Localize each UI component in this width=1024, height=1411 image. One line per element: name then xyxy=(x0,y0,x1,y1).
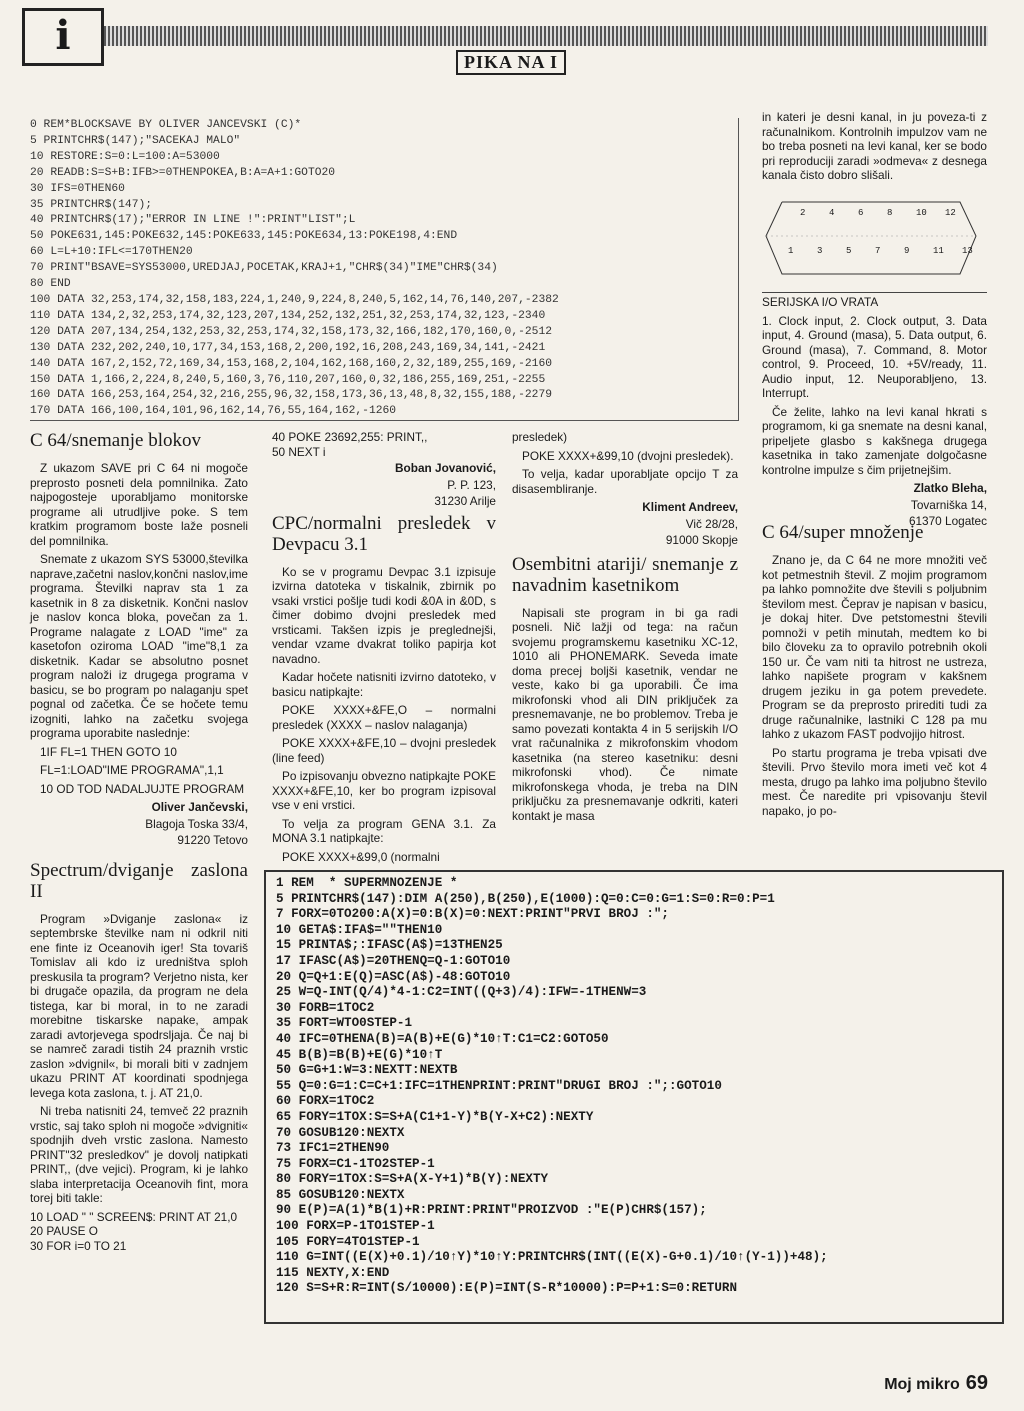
code-line: 70 GOSUB120:NEXTX xyxy=(276,1125,405,1140)
code-line: 60 FORX=1TOC2 xyxy=(276,1094,375,1109)
paragraph: Snemate z ukazom SYS 53000,številka naprave,začetni naslov,končni naslov,ime programa. Številki naprav sta 1 za kasetnik in 8 za disketnik. Končni naslov je naslov konca bloka, povečan za 1. Programe nalagate z LOAD "ime" za kasetofon oziroma LOAD "ime"8,1 za disketnik. Kadar se absolutno posnet program naloži iz drugega programa v basicu, se bo program po nalaganju spet pognal od začetka. Če se hočete temu izogniti, lahko na začetku svojega programa uporabite naslednje: xyxy=(30,552,248,740)
code-line: 20 PAUSE O xyxy=(30,1224,98,1238)
paragraph: in kateri je desni kanal, in ju poveza-ti z računalnikom. Kontrolnih impulzov vam ne bo treba posneti na levi kanal, ker se bodo pri reproduciji zaradi »odmeva« z desnega kanala čisto dobro slišali. xyxy=(762,110,987,182)
basic-listing-blocksave xyxy=(30,118,739,421)
pin-label: 12 xyxy=(945,208,956,218)
code-line: 160 DATA 166,253,164,254,32,216,255,96,32,158,173,36,13,48,8,32,155,188,-2279 xyxy=(30,389,553,402)
code-line: 100 DATA 32,253,174,32,158,183,224,1,240,9,224,8,240,5,162,14,76,140,207,-2382 xyxy=(30,293,559,306)
code-line: 45 B(B)=B(B)+E(G)*10↑T xyxy=(276,1047,443,1062)
author-address: P. P. 123, xyxy=(447,477,496,492)
code-line: 75 FORX=C1-1TO2STEP-1 xyxy=(276,1156,435,1171)
code-line: 40 POKE 23692,255: PRINT,, xyxy=(272,430,428,444)
serial-port-pinout xyxy=(762,292,987,531)
code-line: 35 PRINTCHR$(147); xyxy=(30,198,153,211)
paragraph: Ni treba natisniti 24, temveč 22 praznih vrstic, saj tako sploh ni mogoče »dvigniti« spodnjih dveh vrstic zaslona. Namesto PRINT"32 presledkov" je dovolj natipkati PRINT,, (dve vejici). Program, ki je lahko slaba interpretacija Oceanovih fint, mora torej biti takle: xyxy=(30,1104,248,1205)
author-address: Vič 28/28, xyxy=(685,516,738,531)
header-bar xyxy=(28,26,988,46)
code-line: 7 FORX=0TO200:A(X)=0:B(X)=0:NEXT:PRINT"PRVI BROJ :"; xyxy=(276,907,669,922)
author-name: Kliment Andreev, xyxy=(642,500,738,514)
code-line: 115 NEXTY,X:END xyxy=(276,1265,390,1280)
code-line: 55 Q=0:G=1:C=C+1:IFC=1THENPRINT:PRINT"DRUGI BROJ :";:GOTO10 xyxy=(276,1078,722,1093)
code-line: 130 DATA 232,202,240,10,177,34,153,168,2,200,192,16,208,243,169,34,141,-2421 xyxy=(30,341,546,354)
code-line: 20 Q=Q+1:E(Q)=ASC(A$)-48:GOTO10 xyxy=(276,969,511,984)
pin-label: 6 xyxy=(858,208,864,218)
pin-label: 11 xyxy=(933,246,944,256)
pin-label: 4 xyxy=(829,208,835,218)
paragraph: Napisali ste program in bi ga radi posneli. Nič lažji od tega: na račun svojemu programskemu kasetniku XC-12, 1010 ali PHONEMARK. Seveda imate doma precej boljši kasetnik, vendar ne veste, kako bi ga uporabili. Če ima mikrofonski vhod ali DIN priključek za presnemavanje, ne bo problemov. Treba je samo povezati kontakta 4 in 5 serijskih I/O vrat računalnika z mikrofonskim vhodom kasetnika (na stereo kasetniku: desni mikrofonski vhod). Če nimate mikrofonskega vhoda, je treba na DIN priključku za presnemavanje odkriti, kateri kontakt je masa xyxy=(512,605,738,823)
paragraph: Znano je, da C 64 ne more množiti več kot petmestnih števil. Z mojim programom pa lahko pomnožite dve števili s poljubnim številom mest. Čeprav je napisan v basicu, je dokaj hiter. Dve petstomestni števili pomnoži v petih minutah, medtem ko bi bilo človeku za to opravilo potrebnih okoli 150 ur. Če vam niti ta hitrost ne ustreza, lahko napišete program v kakšnem drugem jeziku in ga potem prevedete. Program se da preprosto prirediti tudi za druge računalnike, lastniki C 128 pa mu lahko z ukazom FAST podvojijo hitrost. xyxy=(762,553,987,741)
page-number: 69 xyxy=(965,1372,988,1394)
serial-text: 1. Clock input, 2. Clock output, 3. Data input, 4. Ground (masa), 5. Data output, 6. Ground (masa), 7. Command, 8. Motor control, 9. Proceed, 10. +5V/ready, 11. Audio input, 12. Neuporabljeno, 13. Interrupt. xyxy=(762,313,987,400)
code-line: 30 FOR i=0 TO 21 xyxy=(30,1238,127,1253)
article-heading: C 64/super množenje xyxy=(762,522,924,543)
paragraph: Ko se v programu Devpac 3.1 izpisuje izvirna datoteka v tiskalnik, zbirnik po vsaki vrstici pošlje tudi kodi &0A in &0D, s čimer dobimo dvojni presledek med vrsticami. Takšen izpis je preglednejši, vendar vzame dvakrat toliko papirja kot navadno. xyxy=(272,564,496,666)
code-line: 10 GETA$:IFA$=""THEN10 xyxy=(276,922,443,937)
pin-label: 10 xyxy=(916,208,927,218)
code-line: 10 OD TOD NADALJUJTE PROGRAM xyxy=(40,781,245,796)
basic-listing-supermnozenje xyxy=(264,870,1004,1324)
paragraph: POKE XXXX+&99,10 (dvojni presledek). xyxy=(522,448,734,463)
code-line: FL=1:LOAD"IME PROGRAMA",1,1 xyxy=(40,763,224,777)
article-heading: C 64/snemanje blokov xyxy=(30,430,201,451)
code-line: 1IF FL=1 THEN GOTO 10 xyxy=(40,744,177,759)
code-line: 50 NEXT i xyxy=(272,444,326,459)
article-atari-continued xyxy=(762,110,987,187)
paragraph: To velja, kadar uporabljate opcijo T za disasembliranje. xyxy=(512,467,738,496)
din-connector-diagram xyxy=(762,196,980,278)
author-name: Boban Jovanović, xyxy=(395,461,496,475)
article-heading: CPC/normalni presledek v Devpacu 3.1 xyxy=(272,512,496,555)
page-footer xyxy=(884,1372,988,1395)
code-line: 30 IFS=0THEN60 xyxy=(30,182,125,195)
code-line: 170 DATA 166,100,164,101,96,162,14,76,55,164,162,-1260 xyxy=(30,405,397,418)
pin-label: 8 xyxy=(887,208,893,218)
code-line: 10 LOAD " " SCREEN$: PRINT AT 21,0 xyxy=(30,1209,238,1224)
code-line: 100 FORX=P-1TO1STEP-1 xyxy=(276,1219,435,1234)
code-line: 10 RESTORE:S=0:L=100:A=53000 xyxy=(30,150,220,163)
code-line: 110 G=INT((E(X)+0.1)/10↑Y)*10↑Y:PRINTCHR$(INT((E(X)-G+0.1)/10↑(Y-1))+48); xyxy=(276,1250,828,1265)
article-cpc-devpac xyxy=(272,430,496,868)
author-name: Oliver Jančevski, xyxy=(151,800,248,814)
section-logo: i xyxy=(22,8,104,66)
section-label: PIKA NA I xyxy=(456,50,566,75)
code-line: 73 IFC1=2THEN90 xyxy=(276,1141,390,1156)
author-address: 61370 Logatec xyxy=(908,514,987,528)
author-name: Zlatko Bleha, xyxy=(913,481,987,495)
code-line: 150 DATA 1,166,2,224,8,240,5,160,3,76,110,207,160,0,32,186,255,169,251,-2255 xyxy=(30,373,546,386)
paragraph: POKE XXXX+&99,0 (normalni xyxy=(282,849,440,864)
code-line: 110 DATA 134,2,32,253,174,32,123,207,134,252,132,251,32,253,174,32,123,-2340 xyxy=(30,309,546,322)
paragraph: To velja za program GENA 3.1. Za MONA 3.1 natipkajte: xyxy=(272,816,496,845)
code-line: 40 IFC=0THENA(B)=A(B)+E(G)*10↑T:C1=C2:GOTO50 xyxy=(276,1031,609,1046)
paragraph: POKE XXXX+&FE,10 – dvojni presledek (line feed) xyxy=(272,736,496,765)
code-line: 20 READB:S=S+B:IFB>=0THENPOKEA,B:A=A+1:GOTO20 xyxy=(30,166,336,179)
paragraph: presledek) xyxy=(512,430,568,444)
pin-label: 7 xyxy=(875,246,881,256)
code-line: 105 FORY=4TO1STEP-1 xyxy=(276,1234,420,1249)
paragraph: Po startu programa je treba vpisati dve števili. Prvo število mora imeti več kot 4 mesta, drugo pa lahko ima poljubno število mest. Če naredite pri vpisovanju števil napako, jo po- xyxy=(762,745,987,818)
code-line: 5 PRINTCHR$(147);"SACEKAJ MALO" xyxy=(30,134,241,147)
code-line: 65 FORY=1TOX:S=S+A(C1+1-Y)*B(Y-X+C2):NEXTY xyxy=(276,1109,594,1124)
author-address: 91000 Skopje xyxy=(665,533,738,547)
code-line: 60 L=L+10:IFL<=170THEN20 xyxy=(30,246,193,259)
pin-label: 1 xyxy=(788,246,794,256)
magazine-name: Moj mikro xyxy=(884,1376,960,1393)
paragraph: Z ukazom SAVE pri C 64 ni mogoče preprosto posneti dela pomnilnika. Zato najpogosteje uporabljamo monitorske programe ali utrudljive poke. S tem kratkim programom boste laže posneli del pomnilnika. xyxy=(30,461,248,548)
article-c64-block-save xyxy=(30,430,248,1253)
serial-title: SERIJSKA I/O VRATA xyxy=(762,292,987,310)
code-line: 1 REM * SUPERMNOZENJE * xyxy=(276,876,458,890)
author-address: Tovarniška 14, xyxy=(910,497,987,512)
pin-label: 2 xyxy=(800,208,806,218)
paragraph: Kadar hočete natisniti izvirno datoteko, v basicu natipkajte: xyxy=(272,670,496,699)
article-heading: Spectrum/dviganje zaslona II xyxy=(30,859,248,902)
author-address: Blagoja Toska 33/4, xyxy=(145,816,248,831)
paragraph: Program »Dviganje zaslona« iz septembrske številke nam ni odkril niti ene finte iz Oceanovih iger! Sta tovariš Tomislav ali kdo iz uredništva sploh preskusila ta program? Verjetno nista, ker bi drugače opazila, da program ne dela tistega, kar bi moral, in to ne zaradi morebitne tiskarske napake, ampak zaradi avtorjevega spodrsljaja. Če naj bi se namreč zaradi tistih 24 praznih vrstic zaslon »dvignil«, bi morali biti v zadnjem ukazu PRINT AT koordinati spodnjega levega kota zaslona, t. j. AT 21,0. xyxy=(30,911,248,1100)
code-line: 25 W=Q-INT(Q/4)*4-1:C2=INT((Q+3)/4):IFW=-1THENW=3 xyxy=(276,985,647,1000)
code-line: 90 E(P)=A(1)*B(1)+R:PRINT:PRINT"PROIZVOD :"E(P)CHR$(157); xyxy=(276,1203,707,1218)
code-line: 0 REM*BLOCKSAVE BY OLIVER JANCEVSKI (C)* xyxy=(30,119,302,131)
pin-label: 9 xyxy=(904,246,910,256)
code-line: 40 PRINTCHR$(17);"ERROR IN LINE !":PRINT"LIST";L xyxy=(30,214,356,227)
code-line: 30 FORB=1TOC2 xyxy=(276,1000,375,1015)
paragraph: Po izpisovanju obvezno natipkajte POKE XXXX+&FE,10, ker bo program izpisoval vse v eni vrstici. xyxy=(272,769,496,812)
author-address: 31230 Arilje xyxy=(434,494,496,508)
code-line: 35 FORT=WTO0STEP-1 xyxy=(276,1016,413,1031)
article-c64-multiplication xyxy=(762,522,987,822)
code-line: 140 DATA 167,2,152,72,169,34,153,168,2,104,162,168,160,2,32,189,255,169,-2160 xyxy=(30,357,553,370)
code-line: 17 IFASC(A$)=20THENQ=Q-1:GOTO10 xyxy=(276,953,511,968)
pin-label: 3 xyxy=(817,246,823,256)
article-atari-cassette xyxy=(512,430,738,827)
code-line: 80 END xyxy=(30,278,71,291)
paragraph: Če želite, lahko na levi kanal hkrati s programom, ki ga snemate na desni kanal, pripeljete glasbo s kakšnega drugega kasetnika in tako zamenjate dolgočasne kontrolne impulze s čim prijetnejšim. xyxy=(762,404,987,477)
code-line: 120 DATA 207,134,254,132,253,32,253,174,32,158,173,32,166,182,170,160,0,-2512 xyxy=(30,325,553,338)
paragraph: POKE XXXX+&FE,O – normalni presledek (XXXX – naslov nalaganja) xyxy=(272,703,496,732)
code-line: 15 PRINTA$;:IFASC(A$)=13THEN25 xyxy=(276,938,503,953)
code-line: 80 FORY=1TOX:S=S+A(X-Y+1)*B(Y):NEXTY xyxy=(276,1172,549,1187)
pin-label: 5 xyxy=(846,246,852,256)
code-line: 85 GOSUB120:NEXTX xyxy=(276,1187,405,1202)
author-address: 91220 Tetovo xyxy=(177,833,248,847)
pin-label: 13 xyxy=(962,246,973,256)
code-line: 5 PRINTCHR$(147):DIM A(250),B(250),E(1000):Q=0:C=0:G=1:S=0:R=0:P=1 xyxy=(276,891,775,906)
code-line: 70 PRINT"BSAVE=SYS53000,UREDJAJ,POCETAK,KRAJ+1,"CHR$(34)"IME"CHR$(34) xyxy=(30,262,498,275)
code-line: 50 G=G+1:W=3:NEXTT:NEXTB xyxy=(276,1063,458,1078)
article-heading: Osembitni atariji/ snemanje z navadnim kasetnikom xyxy=(512,553,738,596)
code-line: 50 POKE631,145:POKE632,145:POKE633,145:POKE634,13:POKE198,4:END xyxy=(30,230,458,243)
code-line: 120 S=S+R:R=INT(S/10000):E(P)=INT(S-R*10000):P=P+1:S=0:RETURN xyxy=(276,1281,738,1296)
